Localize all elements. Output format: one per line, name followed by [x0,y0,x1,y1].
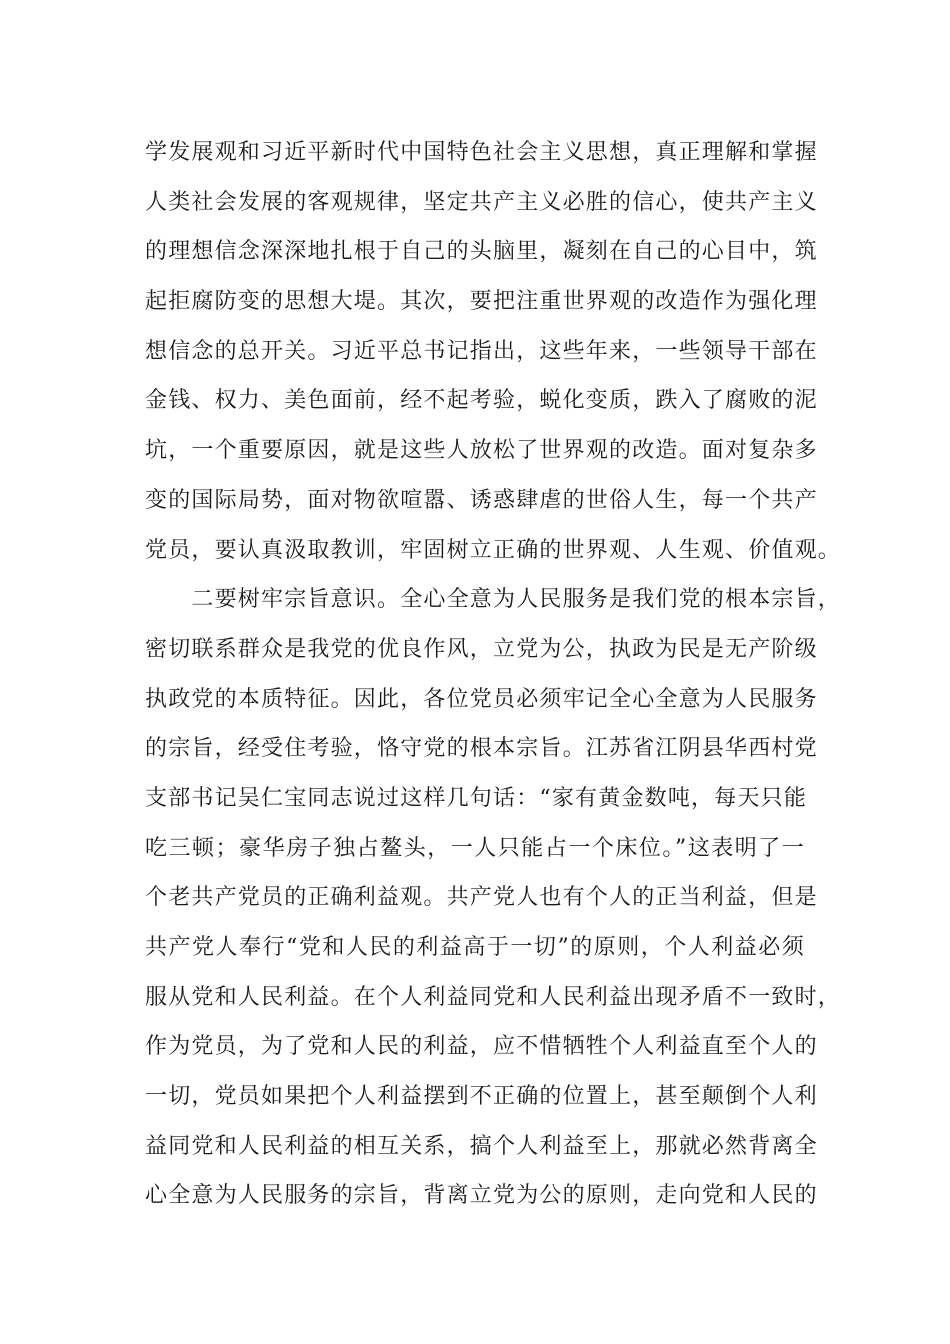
text-line: 一切，党员如果把个人利益摆到不正确的位置上，甚至颠倒个人利 [145,1084,818,1110]
text-line: 起拒腐防变的思想大堤。其次，要把注重世界观的改造作为强化理 [145,289,818,315]
text-line: 共产党人奉行“党和人民的利益高于一切”的原则，个人利益必须 [145,935,805,960]
text-line: 执政党的本质特征。因此，各位党员必须牢记全心全意为人民服务 [145,686,818,712]
text-line: 坑，一个重要原因，就是这些人放松了世界观的改造。面对复杂多 [145,438,818,464]
text-line: 党员，要认真汲取教训，牢固树立正确的世界观、人生观、价值观。 [145,537,842,563]
paragraph-1 [145,128,842,575]
text-line: 二要树牢宗旨意识。全心全意为人民服务是我们党的根本宗旨， [145,587,842,613]
text-line: 作为党员，为了党和人民的利益，应不惜牺牲个人利益直至个人的 [145,1034,818,1060]
text-line: 变的国际局势，面对物欲喧嚣、诱惑肆虐的世俗人生，每一个共产 [145,487,818,513]
text-line: 心全意为人民服务的宗旨，背离立党为公的原则，走向党和人民的 [145,1183,818,1209]
text-line: 个老共产党员的正确利益观。共产党人也有个人的正当利益，但是 [145,885,818,911]
text-line: 金钱、权力、美色面前，经不起考验，蜕化变质，跌入了腐败的泥 [145,388,818,414]
text-line: 益同党和人民利益的相互关系，搞个人利益至上，那就必然背离全 [145,1133,818,1159]
text-line: 服从党和人民利益。在个人利益同党和人民利益出现矛盾不一致时， [145,984,842,1010]
paragraph-2 [145,575,842,1221]
body-text [145,128,842,1221]
text-line: 支部书记吴仁宝同志说过这样几句话：“家有黄金数吨，每天只能 [145,785,808,811]
text-line: 人类社会发展的客观规律，坚定共产主义必胜的信心，使共产主义 [145,189,818,215]
text-line: 学发展观和习近平新时代中国特色社会主义思想，真正理解和掌握 [145,140,818,165]
text-line: 密切联系群众是我党的优良作风，立党为公，执政为民是无产阶级 [145,636,818,662]
text-line: 的理想信念深深地扎根于自己的头脑里，凝刻在自己的心目中，筑 [145,239,818,265]
text-line: 的宗旨，经受住考验，恪守党的根本宗旨。江苏省江阴县华西村党 [145,736,818,762]
text-line: 想信念的总开关。习近平总书记指出，这些年来，一些领导干部在 [145,338,818,364]
text-line: 吃三顿；豪华房子独占鳌头，一人只能占一个床位。”这表明了一 [145,835,805,861]
